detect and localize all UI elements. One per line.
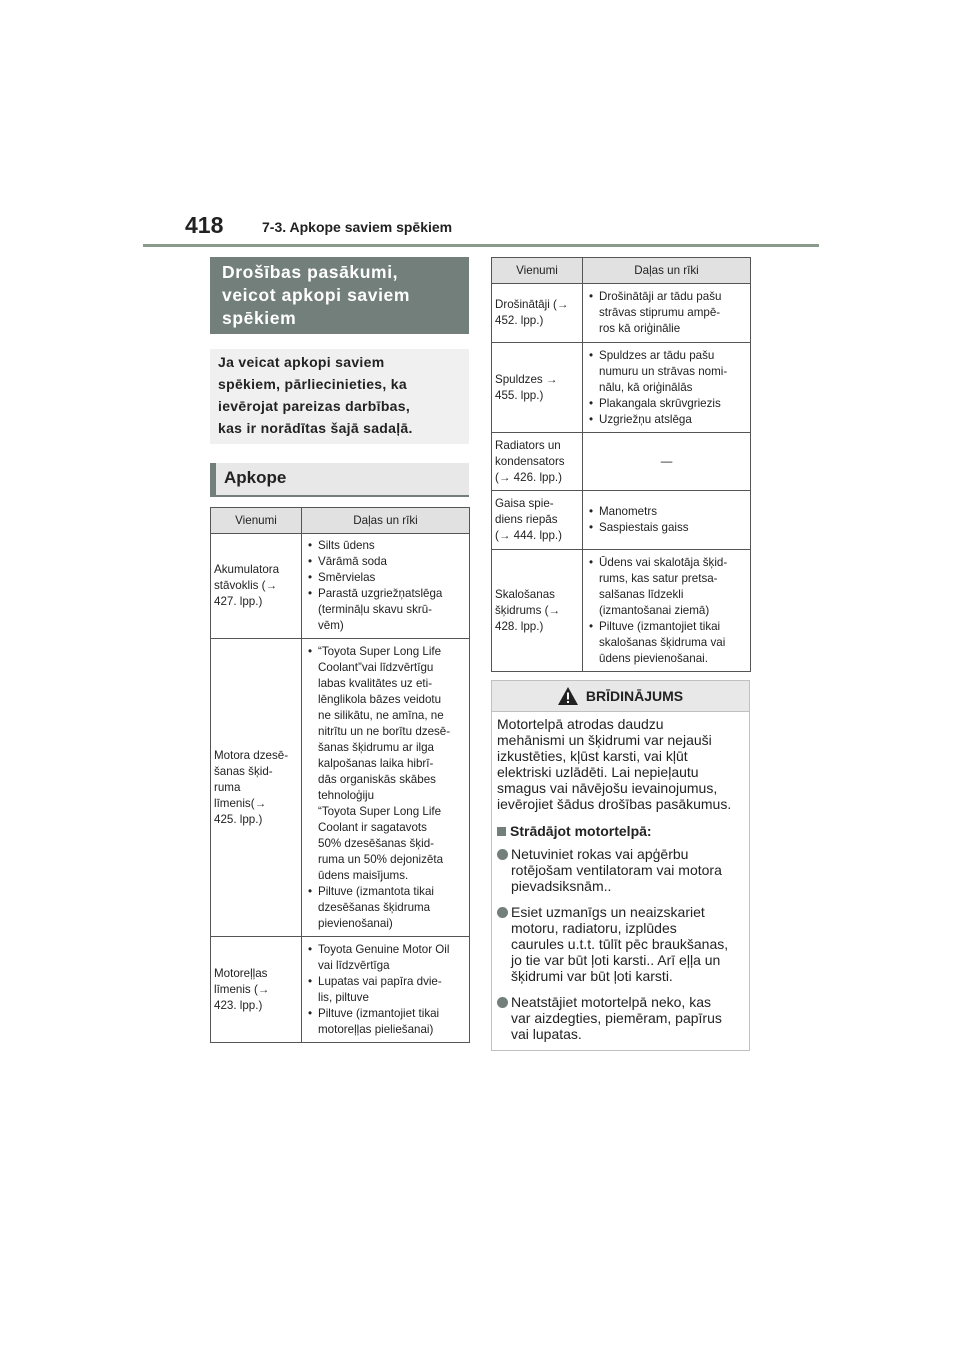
item-line: (→ 444. lpp.) [495,529,563,542]
warning-triangle-icon [558,687,578,705]
maintenance-table-right [491,257,751,672]
list-item: • Vārāmā soda [305,554,466,570]
parts-cell [583,491,751,550]
list-item: • Saspiestais gaiss [586,520,747,536]
page-number: 418 [185,212,224,238]
item-line: Akumulatora [214,563,280,576]
hero-title-line: veicot apkopi saviem [222,285,411,305]
square-marker-icon [497,827,506,836]
item-line: Gaisa spie- [495,497,554,510]
item-cell [211,639,302,937]
parts-cell [583,550,751,672]
item-cell [211,937,302,1043]
section-title: 7-3. Apkope saviem spēkiem [262,219,453,235]
table-row [211,534,470,639]
item-line: Spuldzes → [495,372,558,386]
table-row [211,937,470,1043]
parts-cell [583,343,751,433]
list-item: • Plakangala skrūvgriezis [586,396,747,412]
intro-line: ievērojat pareizas darbības, [218,398,411,414]
intro-box [210,349,469,444]
table-row [492,491,751,550]
hero-title-line: spēkiem [222,308,297,328]
parts-cell [302,937,470,1043]
list-item: • Spuldzes ar tādu pašu numuru un strāvas nomi- nālu, kā oriģinālās [586,348,747,396]
dash-mark: — [660,454,673,468]
item-cell [492,550,583,672]
header-rule [143,244,819,247]
item-line: kondensators [495,454,565,468]
table-row [492,433,751,491]
item-line: 452. lpp.) [495,314,544,327]
item-line: Motoreļļas [214,966,268,980]
warning-header [492,681,749,712]
list-item: • Drošinātāji ar tādu pašu strāvas stiprumu ampē- ros kā oriģinālie [586,289,747,337]
item-line: Skalošanas [495,587,555,601]
list-item: • Ūdens vai skalotāja šķid- rums, kas satur pretsa- salšanas līdzekli (izmantošanai ziemā) [586,555,747,619]
hero-title-line: Drošības pasākumi, [222,262,399,282]
item-line: Radiators un [495,438,561,452]
parts-cell [302,534,470,639]
warning-body [492,712,749,1042]
item-line: 427. lpp.) [214,595,263,608]
item-cell [492,433,583,491]
item-line: (→ 426. lpp.) [495,470,563,484]
warning-subheading: Strādājot motortelpā: [497,823,744,839]
item-line: 428. lpp.) [495,619,544,633]
intro-line: spēkiem, pārliecinieties, ka [218,376,407,392]
column-header-items: Vienumi [211,508,302,534]
warning-box [491,680,750,1051]
intro-line: Ja veicat apkopi saviem [218,354,385,370]
column-header-items: Vienumi [492,258,583,284]
parts-cell [302,639,470,937]
apkope-heading: Apkope [210,463,469,495]
warning-title: BRĪDINĀJUMS [585,688,684,704]
item-line: Drošinātāji (→ [495,298,569,311]
item-cell [492,343,583,433]
apkope-rule [210,495,469,497]
list-item: • Silts ūdens [305,538,466,554]
item-line: stāvoklis (→ [214,579,278,592]
circle-bullet-icon [497,907,508,918]
list-item: • Uzgriežņu atslēga [586,412,747,428]
column-header-parts: Daļas un rīki [583,258,751,284]
circle-bullet-icon [497,849,508,860]
item-line: ruma [214,780,241,794]
list-item: • Piltuve (izmantojiet tikai skalošanas šķidruma vai ūdens pievienošanai. [586,619,747,667]
warning-intro: Motortelpā atrodas daudzu mehānismi un šķidrumi var nejauši izkustēties, kļūst karsti, vai kļūt elektriski uzlādēti. Lai nepieļautu smagus vai nāvējošu ievainojumus, ievērojiet šādus drošības pasākumus. [497,716,732,812]
list-item: • Parastā uzgriežņatslēga (termināļu skavu skrū- vēm) [305,586,466,634]
item-line: 455. lpp.) [495,388,544,402]
item-line: šanas šķid- [214,764,273,778]
table-row [492,284,751,343]
list-item: • Toyota Genuine Motor Oil vai līdzvērtīga [305,942,466,974]
warning-bullet: Netuviniet rokas vai apģērbu rotējošam ventilatoram vai motora pievadsiksnām.. [497,846,744,894]
circle-bullet-icon [497,997,508,1008]
item-line: līmenis(→ [214,796,267,810]
list-item: • Lupatas vai papīra dvie- lis, piltuve [305,974,466,1006]
parts-cell-empty [583,433,751,491]
parts-cell [583,284,751,343]
hero-title-box [210,257,469,334]
table-row [211,639,470,937]
table-row [492,343,751,433]
item-cell [492,491,583,550]
warning-bullet: Neatstājiet motortelpā neko, kas var aizdegties, piemēram, papīrus vai lupatas. [497,994,744,1042]
list-item: • Piltuve (izmantota tikai dzesēšanas šķidruma pievienošanai) [305,884,466,932]
item-line: līmenis (→ [214,982,270,996]
list-item: • “Toyota Super Long Life Coolant”vai līdzvērtīgu labas kvalitātes uz eti- lēnglikola bāzes veidotu ne silikātu, ne amīna, ne nitrītu un ne borītu dzesē- šanas šķidrumu ar ilga kalpošanas laika hibrī- dās organiskās skābes tehnoloģiju “Toyota Super Long Life Coolant ir sagatavots 50% dzesēšanas šķid- ruma un 50% dejonizēta ūdens maisījums. [305,644,466,884]
table-row [492,550,751,672]
item-cell [211,534,302,639]
list-item: • Piltuve (izmantojiet tikai motoreļļas pieliešanai) [305,1006,466,1038]
item-line: 423. lpp.) [214,998,263,1012]
item-line: šķidrums (→ [495,603,561,617]
list-item: • Smērvielas [305,570,466,586]
item-line: Motora dzesē- [214,748,289,762]
item-line: 425. lpp.) [214,812,263,826]
list-item: • Manometrs [586,504,747,520]
maintenance-table-left [210,507,470,1043]
warning-bullet: Esiet uzmanīgs un neaizskariet motoru, radiatoru, izplūdes caurules u.t.t. tūlīt pēc braukšanas, jo tie var būt ļoti karsti.. Arī eļļa un šķidrumi var būt ļoti karsti. [497,904,744,984]
item-cell [492,284,583,343]
item-line: diens riepās [495,513,558,526]
intro-line: kas ir norādītas šajā sadaļā. [218,420,413,436]
column-header-parts: Daļas un rīki [302,508,470,534]
